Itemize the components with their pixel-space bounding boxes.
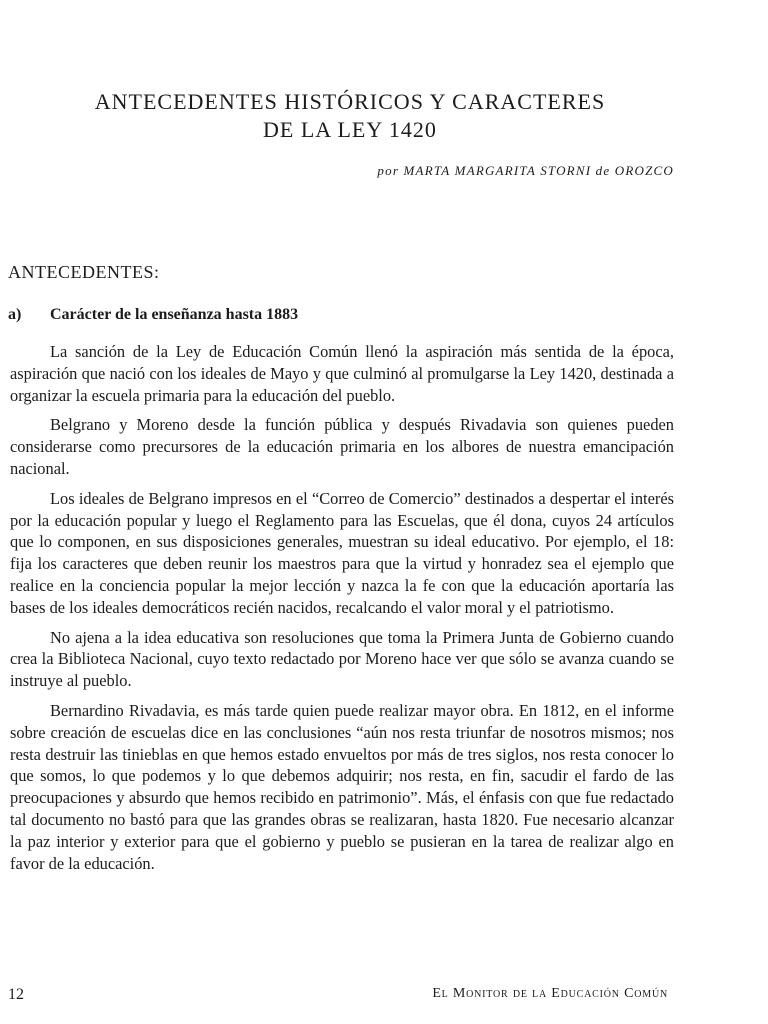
article-body — [10, 341, 674, 882]
section-heading: ANTECEDENTES: — [8, 262, 160, 282]
title-line-1: ANTECEDENTES HISTÓRICOS Y CARACTERES — [94, 89, 606, 114]
paragraph: No ajena a la idea educativa son resoluciones que toma la Primera Junta de Gobierno cuando crea la Biblioteca Nacional, cuyo texto redactado por Moreno hace ver que sólo se avanza cuando se instruye al pueblo. — [10, 627, 674, 691]
article-title — [40, 88, 660, 144]
subsection-title: Carácter de la enseñanza hasta 1883 — [50, 306, 299, 323]
paragraph: La sanción de la Ley de Educación Común llenó la aspiración más sentida de la época, aspiración que nació con los ideales de Mayo y que culminó al promulgarse la Ley 1420, destinada a organizar la escuela primaria para la educación del pueblo. — [10, 342, 674, 405]
subsection-marker: a) — [8, 306, 22, 323]
paragraph: Bernardino Rivadavia, es más tarde quien puede realizar mayor obra. En 1812, en el informe sobre creación de escuelas dice en las conclusiones “aún nos resta triunfar de nosotros mismos; nos resta destruir las tinieblas en que hemos estado envueltos por más de tres siglos, nos resta conocer lo que somos, lo que podemos y lo que debemos adquirir; nos resta, en fin, sacudir el fardo de las preocupaciones y absurdo que hemos recibido en patrimonio”. Más, el énfasis con que fue redactado tal documento no bastó para que las grandes obras se realizaran, hasta 1820. Fue necesario alcanzar la paz interior y exterior para que el gobierno y pueblo se pusieran en la tarea de realizar algo en favor de la educación. — [10, 700, 674, 873]
paragraph: Los ideales de Belgrano impresos en el “Correo de Comercio” destinados a despertar el interés por la educación popular y luego el Reglamento para las Escuelas, que él dona, cuyos 24 artículos que lo componen, en sus disposiciones generales, muestran su ideal educativo. Por ejemplo, el 18: fija los caracteres que deben reunir los maestros para que la virtud y honradez sea el ejemplo que realice en la conciencia popular la mejor lección y nazca la fe con que la educación aportaría las bases de los ideales democráticos recién nacidos, recalcando el valor moral y el patriotismo. — [10, 488, 674, 617]
title-line-2: DE LA LEY 1420 — [263, 117, 437, 142]
author-byline: por MARTA MARGARITA STORNI de OROZCO — [377, 163, 674, 178]
page-number: 12 — [8, 986, 24, 1003]
paragraph: Belgrano y Moreno desde la función pública y después Rivadavia son quienes pueden considerarse como precursores de la educación primaria en los albores de nuestra emancipación nacional. — [10, 415, 674, 478]
subsection-heading — [8, 306, 298, 324]
running-footer: El Monitor de la Educación Común — [432, 986, 668, 1001]
